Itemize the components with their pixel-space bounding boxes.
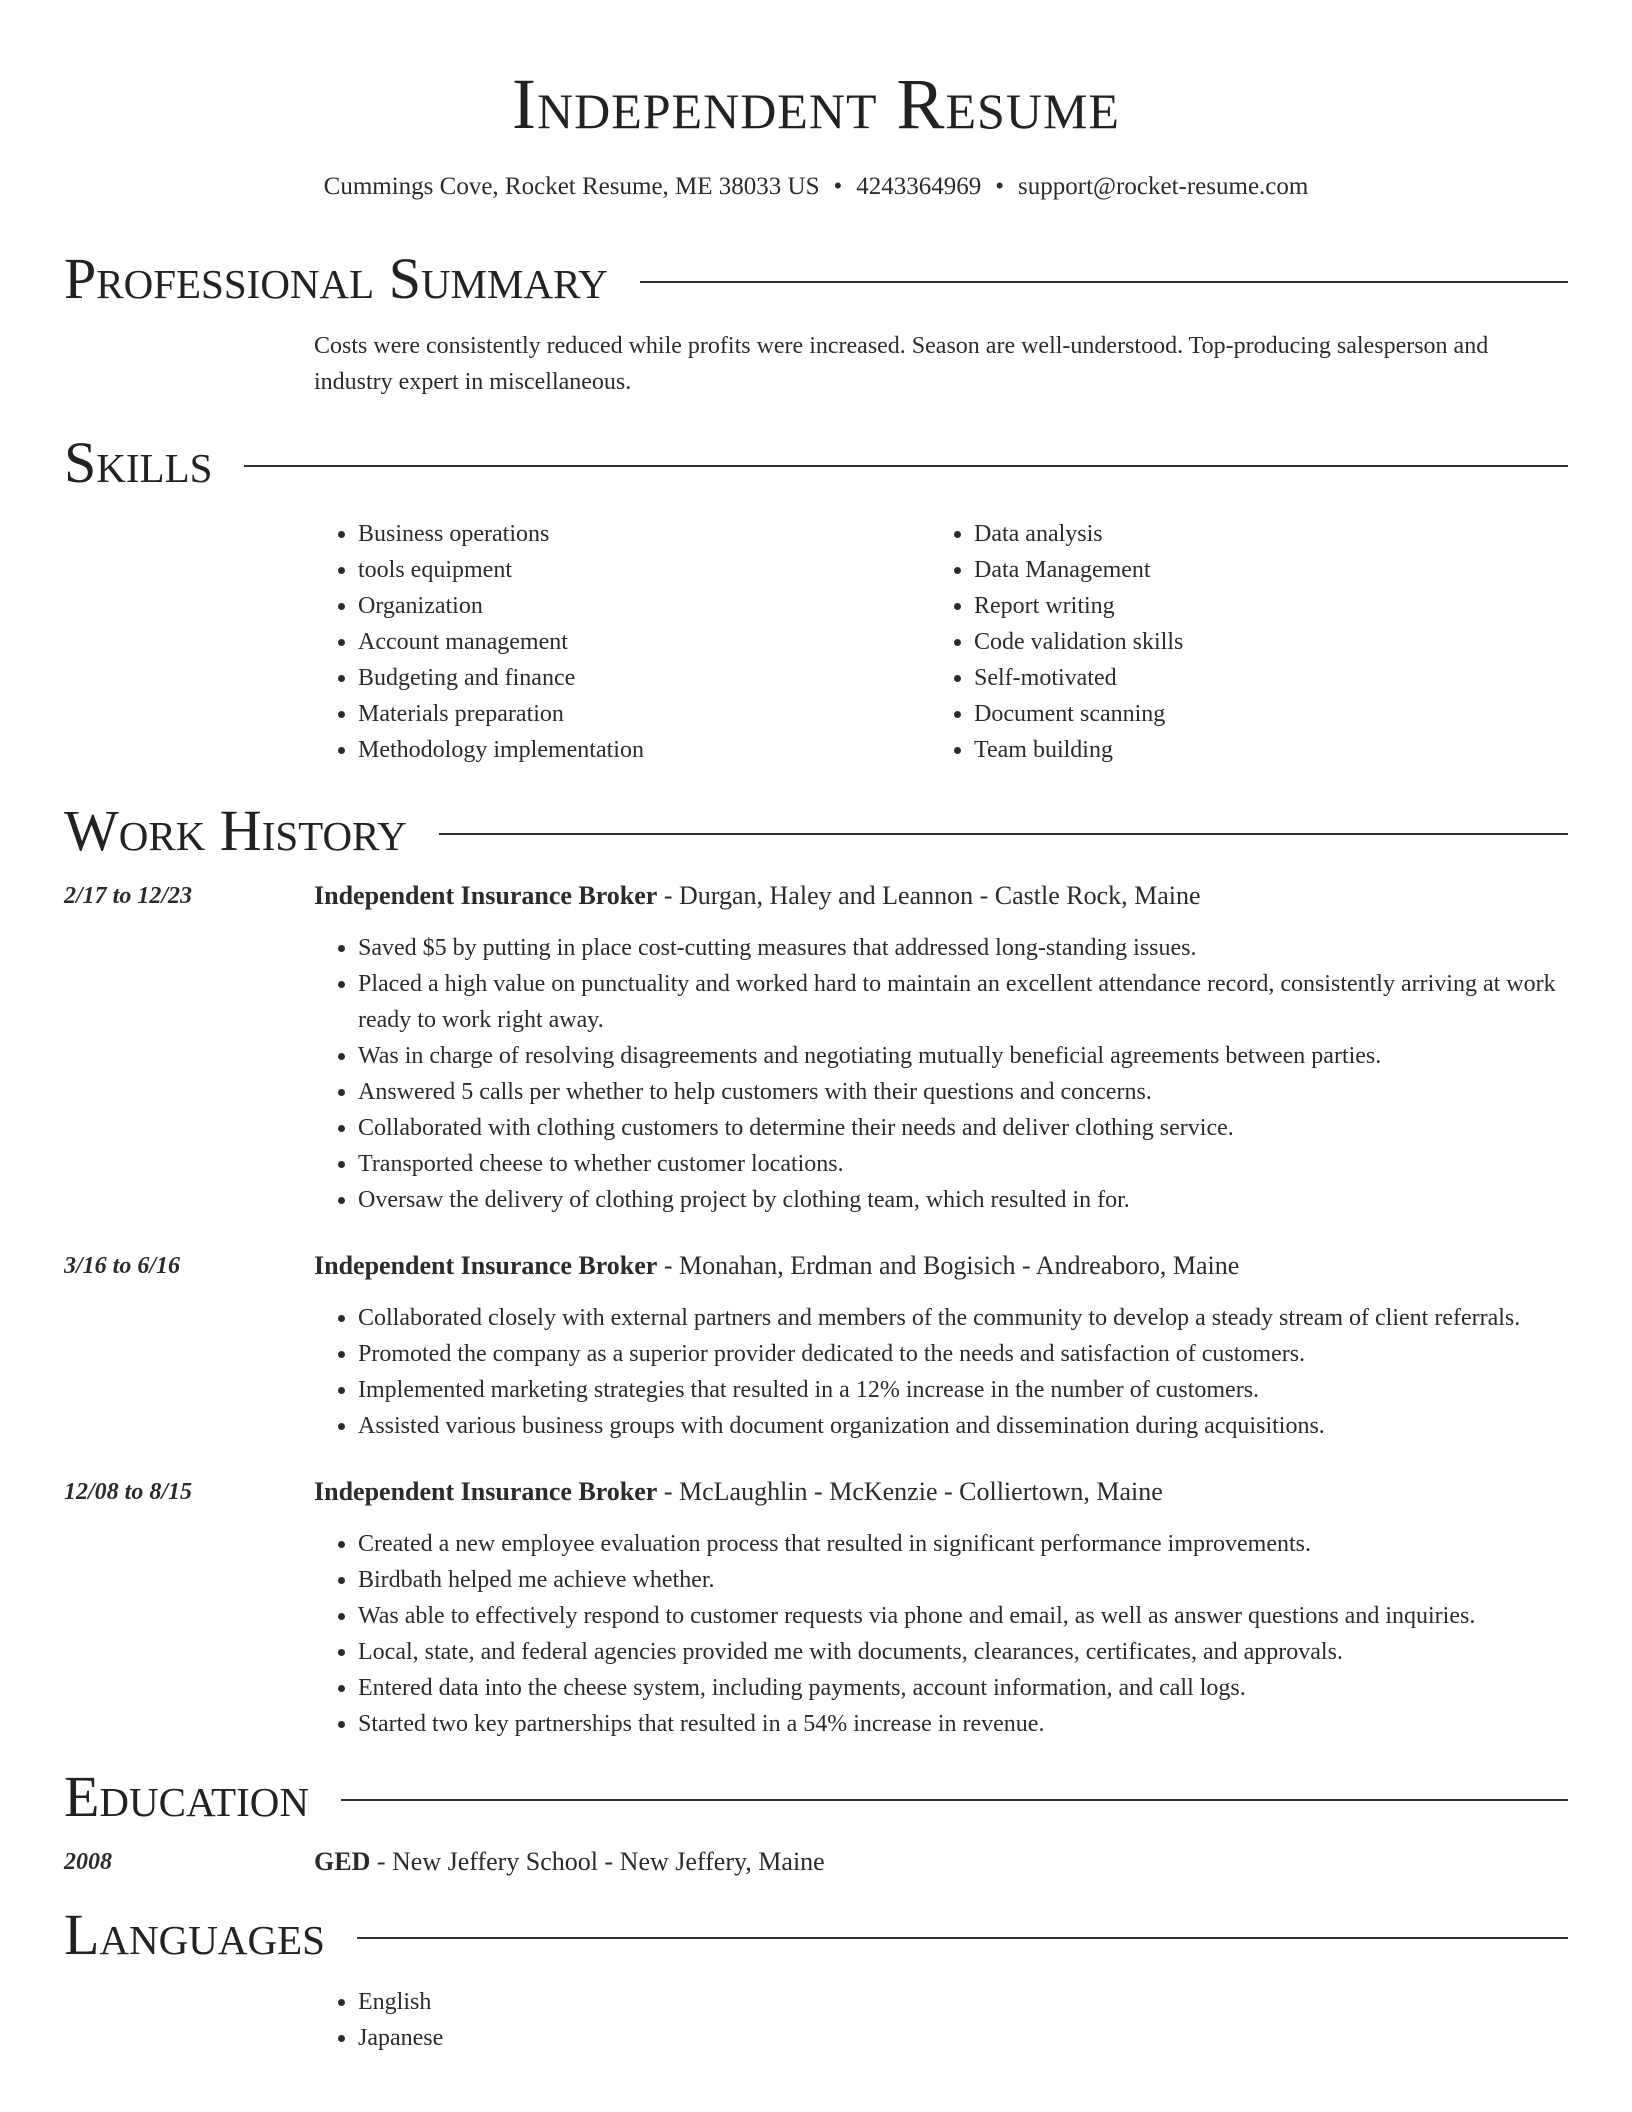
skill-item: • Code validation skills bbox=[974, 624, 1546, 660]
summary-section-header bbox=[64, 246, 1568, 312]
job-bullets bbox=[314, 930, 1568, 1218]
job-bullet: • Collaborated with clothing customers to determine their needs and deliver clothing service. bbox=[358, 1110, 1568, 1146]
education-degree: GED bbox=[314, 1847, 371, 1876]
job-bullets bbox=[314, 1526, 1568, 1742]
languages-section-header bbox=[64, 1902, 1568, 1968]
skills-column-left bbox=[314, 516, 930, 768]
job-entry bbox=[64, 1248, 1568, 1444]
job-body bbox=[314, 1474, 1568, 1742]
section-divider bbox=[357, 1937, 1568, 1939]
job-bullet: • Collaborated closely with external partners and members of the community to develop a steady stream of client referrals. bbox=[358, 1300, 1568, 1336]
contact-address: Cummings Cove, Rocket Resume, ME 38033 US bbox=[323, 173, 820, 200]
skills-grid bbox=[314, 516, 1568, 768]
job-bullet: • Birdbath helped me achieve whether. bbox=[358, 1562, 1568, 1598]
resume-name: Independent Resume bbox=[512, 64, 1120, 144]
job-bullet: • Created a new employee evaluation process that resulted in significant performance improvements. bbox=[358, 1526, 1568, 1562]
contact-line bbox=[64, 172, 1568, 202]
skill-item: • Organization bbox=[358, 588, 930, 624]
job-title-line bbox=[314, 1474, 1568, 1510]
job-role: Independent Insurance Broker bbox=[314, 1477, 658, 1506]
education-title: Education bbox=[64, 1764, 309, 1829]
skill-item: • Business operations bbox=[358, 516, 930, 552]
skill-list bbox=[314, 516, 930, 768]
job-bullet: • Oversaw the delivery of clothing project by clothing team, which resulted in for. bbox=[358, 1182, 1568, 1218]
job-bullet: • Implemented marketing strategies that resulted in a 12% increase in the number of customers. bbox=[358, 1372, 1568, 1408]
job-list bbox=[314, 930, 1568, 1218]
languages-list bbox=[314, 1984, 1568, 2056]
skill-item: • tools equipment bbox=[358, 552, 930, 588]
skill-item: • Materials preparation bbox=[358, 696, 930, 732]
job-dates: 12/08 to 8/15 bbox=[64, 1479, 193, 1505]
skill-item: • Team building bbox=[974, 732, 1546, 768]
section-divider bbox=[341, 1799, 1568, 1801]
job-bullet: • Answered 5 calls per whether to help customers with their questions and concerns. bbox=[358, 1074, 1568, 1110]
job-employer: - Monahan, Erdman and Bogisich - Andreaboro, Maine bbox=[657, 1251, 1240, 1280]
skill-item: • Report writing bbox=[974, 588, 1546, 624]
job-body bbox=[314, 1248, 1568, 1444]
contact-email: support@rocket-resume.com bbox=[1018, 173, 1309, 200]
job-entry bbox=[64, 1474, 1568, 1742]
language-item: • English bbox=[358, 1984, 1568, 2020]
skill-item: • Account management bbox=[358, 624, 930, 660]
resume-page bbox=[64, 0, 1568, 2056]
skill-item: • Data Management bbox=[974, 552, 1546, 588]
job-bullet: • Started two key partnerships that resulted in a 54% increase in revenue. bbox=[358, 1706, 1568, 1742]
summary-text: Costs were consistently reduced while profits were increased. Season are well-understood. Top-producing salesperson and industry expert in miscellaneous. bbox=[314, 333, 1489, 395]
skill-item: • Budgeting and finance bbox=[358, 660, 930, 696]
skill-item: • Self-motivated bbox=[974, 660, 1546, 696]
job-bullet: • Transported cheese to whether customer locations. bbox=[358, 1146, 1568, 1182]
job-employer: - McLaughlin - McKenzie - Colliertown, Maine bbox=[657, 1477, 1163, 1506]
job-entry bbox=[64, 878, 1568, 1218]
work-title: Work History bbox=[64, 798, 407, 863]
job-title-line bbox=[314, 1248, 1568, 1284]
job-list bbox=[314, 1526, 1568, 1742]
section-divider bbox=[439, 833, 1568, 835]
skill-item: • Data analysis bbox=[974, 516, 1546, 552]
education-line bbox=[314, 1844, 1568, 1880]
job-bullet: • Placed a high value on punctuality and worked hard to maintain an excellent attendance record, consistently arriving at work ready to work right away. bbox=[358, 966, 1568, 1038]
job-list bbox=[314, 1300, 1568, 1444]
job-role: Independent Insurance Broker bbox=[314, 881, 658, 910]
skill-item: • Document scanning bbox=[974, 696, 1546, 732]
language-item: • Japanese bbox=[358, 2020, 1568, 2056]
language-list bbox=[314, 1984, 1568, 2056]
job-employer: - Durgan, Haley and Leannon - Castle Rock, Maine bbox=[657, 881, 1201, 910]
education-body bbox=[314, 1844, 1568, 1880]
job-body bbox=[314, 878, 1568, 1218]
skill-item: • Methodology implementation bbox=[358, 732, 930, 768]
skills-section-header bbox=[64, 430, 1568, 496]
skill-list bbox=[930, 516, 1546, 768]
education-school: - New Jeffery School - New Jeffery, Maine bbox=[370, 1847, 825, 1876]
job-bullet: • Saved $5 by putting in place cost-cutting measures that addressed long-standing issues. bbox=[358, 930, 1568, 966]
job-bullets bbox=[314, 1300, 1568, 1444]
education-section-header bbox=[64, 1764, 1568, 1830]
job-bullet: • Promoted the company as a superior provider dedicated to the needs and satisfaction of customers. bbox=[358, 1336, 1568, 1372]
work-section-header bbox=[64, 798, 1568, 864]
skills-title: Skills bbox=[64, 430, 213, 495]
job-title-line bbox=[314, 878, 1568, 914]
education-entry bbox=[64, 1844, 1568, 1880]
contact-separator: • bbox=[995, 173, 1005, 200]
job-dates: 2/17 to 12/23 bbox=[64, 883, 193, 909]
education-year: 2008 bbox=[64, 1849, 112, 1875]
skills-column-right bbox=[930, 516, 1546, 768]
job-bullet: • Entered data into the cheese system, including payments, account information, and call logs. bbox=[358, 1670, 1568, 1706]
section-divider bbox=[244, 465, 1568, 467]
job-bullet: • Was in charge of resolving disagreements and negotiating mutually beneficial agreements between parties. bbox=[358, 1038, 1568, 1074]
summary-title: Professional Summary bbox=[64, 246, 608, 311]
job-bullet: • Was able to effectively respond to customer requests via phone and email, as well as answer questions and inquiries. bbox=[358, 1598, 1568, 1634]
job-role: Independent Insurance Broker bbox=[314, 1251, 658, 1280]
section-divider bbox=[640, 281, 1568, 283]
job-bullet: • Local, state, and federal agencies provided me with documents, clearances, certificates, and approvals. bbox=[358, 1634, 1568, 1670]
contact-phone: 4243364969 bbox=[856, 173, 982, 200]
contact-separator: • bbox=[833, 173, 843, 200]
languages-title: Languages bbox=[64, 1902, 325, 1967]
job-bullet: • Assisted various business groups with document organization and dissemination during acquisitions. bbox=[358, 1408, 1568, 1444]
job-dates: 3/16 to 6/16 bbox=[64, 1253, 181, 1279]
